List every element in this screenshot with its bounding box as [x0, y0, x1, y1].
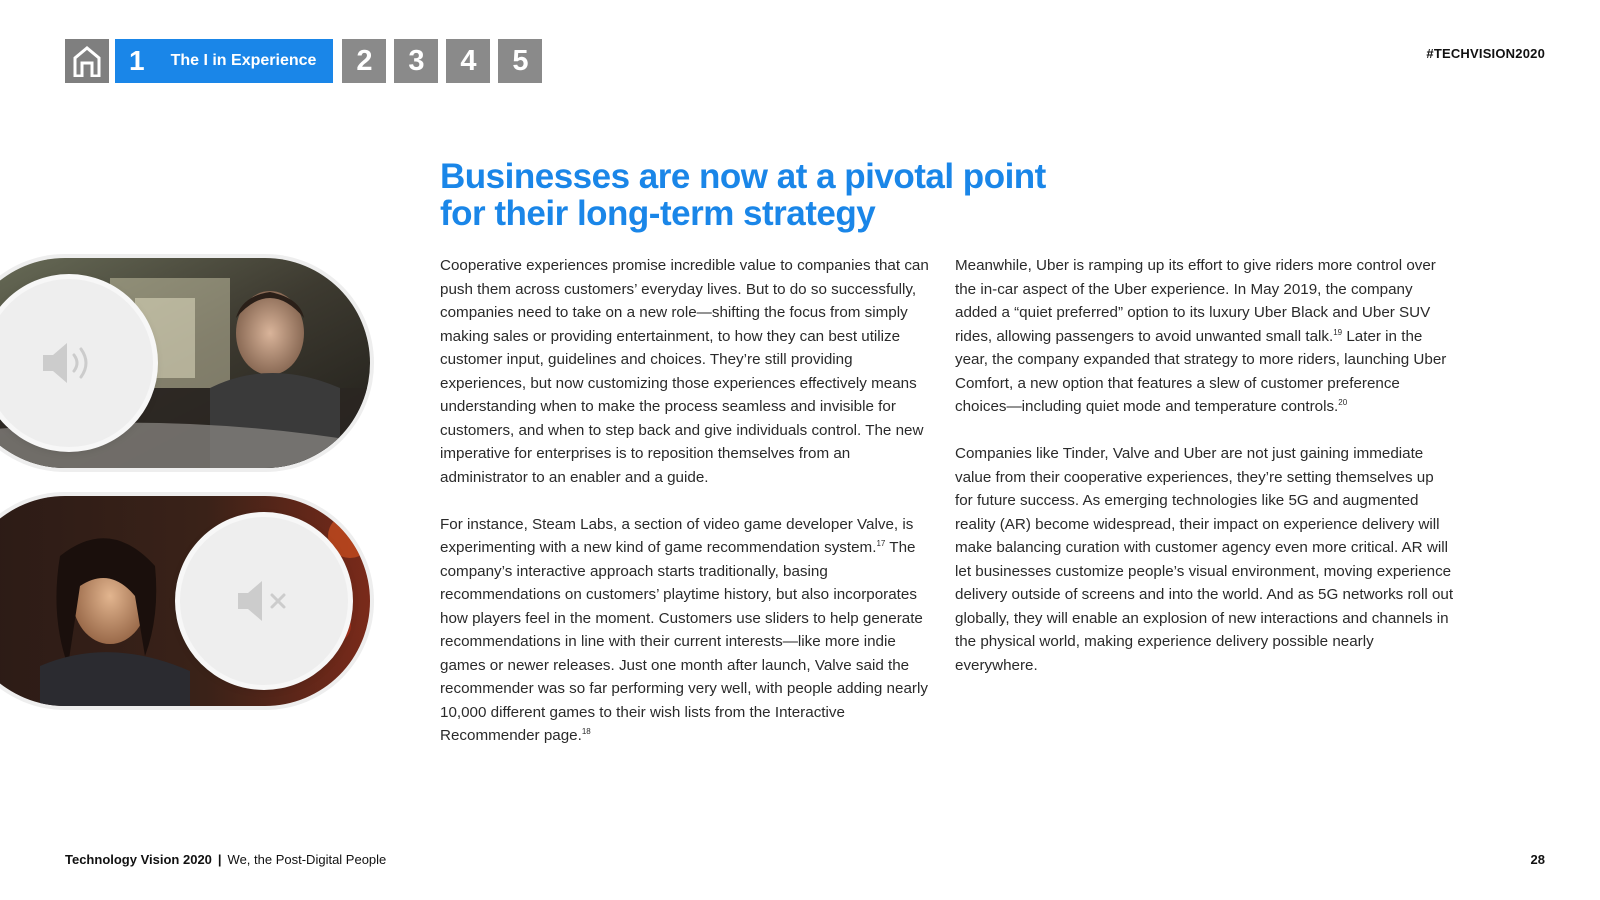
paragraph: Cooperative experiences promise incredible value to companies that can push them across customers’ everyday lives. But to do so successfully, companies need to take on a new role—shifting the focus from simply making sales or providing entertainment, to how they can best utilize customer input, guidelines and choices. They’re still providing experiences, but now customizing those experiences effectively means understanding when to make the process seamless and invisible for customers, and when to step back and give individuals control. The new imperative for enterprises is to reposition themselves from an administrator to an enabler and a guide. [440, 257, 929, 486]
footer-subtitle: We, the Post-Digital People [227, 852, 387, 867]
speaker-on-icon [39, 338, 99, 388]
paragraph: Companies like Tinder, Valve and Uber are not just gaining immediate value from their cooperative experiences, they’re setting themselves up for future success. As emerging technologies like 5G and augmented reality (AR) become widespread, their impact on experience delivery will make balancing curation with customer agency even more critical. AR will let businesses customize people’s visual environment, moving experience delivery outside of screens and into the world. And as 5G networks roll out globally, they will enable an explosion of new interactions and channels in the physical world, making experience delivery possible nearly everywhere. [955, 445, 1454, 674]
paragraph-text: The company’s interactive approach starts traditionally, basing recommendations on customers’ playtime history, but also incorporates how players feel in the moment. Customers use sliders to help generate recommendations in line with their current interests—like more indie games or newer releases. Just one month after launch, Valve said the recommender was so far performing very well, with people adding nearly 10,000 different games to their wish lists from the Interactive Recommender page. [440, 539, 928, 744]
home-button[interactable] [65, 39, 109, 83]
passenger-photo-toggle [0, 496, 370, 706]
headline-line-1: Businesses are now at a pivotal point [440, 157, 1046, 196]
paragraph [440, 513, 940, 748]
headline-line-2: for their long-term strategy [440, 194, 876, 233]
chapter-2-tab[interactable]: 2 [342, 39, 386, 83]
speaker-mute-icon [234, 576, 294, 626]
sound-off-toggle[interactable] [180, 517, 348, 685]
footer-separator: | [217, 852, 222, 867]
hashtag: #TECHVISION2020 [1426, 46, 1545, 61]
body-column-left [440, 254, 940, 771]
footer-brand: Technology Vision 2020 [65, 852, 212, 867]
chapter-1-number: 1 [129, 45, 145, 76]
page-headline [440, 158, 1046, 232]
footer [65, 852, 386, 867]
body-column-right [955, 254, 1455, 701]
chapter-1-tab[interactable] [115, 39, 333, 83]
chapter-3-tab[interactable]: 3 [394, 39, 438, 83]
footnote-17[interactable]: 17 [876, 538, 886, 548]
paragraph [955, 254, 1455, 419]
footnote-20[interactable]: 20 [1338, 397, 1348, 407]
chapter-5-tab[interactable]: 5 [498, 39, 542, 83]
home-icon [72, 45, 102, 77]
chapter-4-tab[interactable]: 4 [446, 39, 490, 83]
chapter-nav [65, 39, 550, 83]
chapter-1-label: The I in Experience [170, 52, 317, 69]
paragraph-text: Meanwhile, Uber is ramping up its effort to give riders more control over the in-car aspect of the Uber experience. In May 2019, the company added a “quiet preferred” option to its luxury Uber Black and Uber SUV rides, allowing passengers to avoid unwanted small talk. [955, 257, 1436, 345]
paragraph-text: For instance, Steam Labs, a section of video game developer Valve, is experimenting with a new kind of game recommendation system. [440, 515, 914, 556]
footnote-18[interactable]: 18 [581, 726, 591, 736]
page-number: 28 [1530, 852, 1545, 867]
paragraph-text: Later in the year, the company expanded that strategy to more riders, launching Uber Comfort, a new option that features a slew of customer preference choices—including quiet mode and temperature controls. [955, 327, 1447, 415]
footnote-19[interactable]: 19 [1333, 327, 1343, 337]
driver-photo-toggle [0, 258, 370, 468]
